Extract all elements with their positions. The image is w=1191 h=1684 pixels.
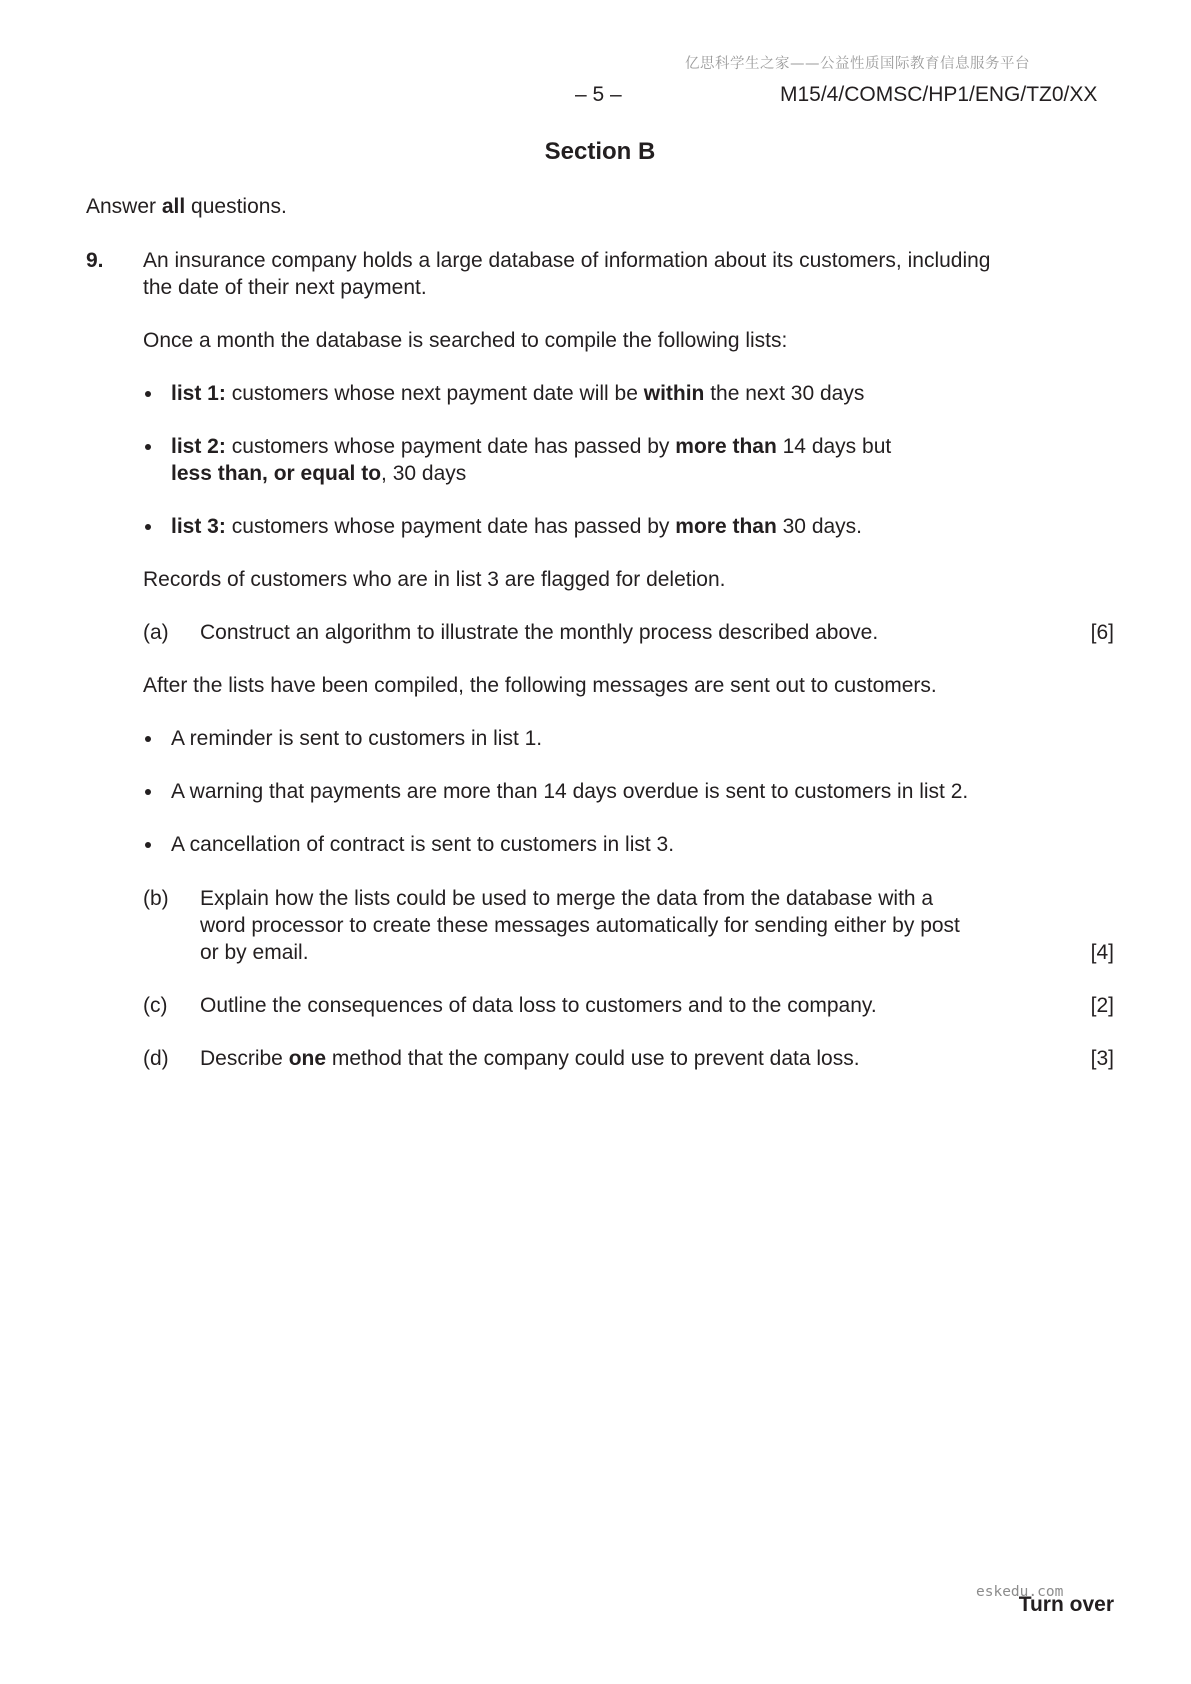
message-item: A warning that payments are more than 14 days overdue is sent to customers in list 2. bbox=[171, 780, 969, 803]
part-a-text: Construct an algorithm to illustrate the monthly process described above. bbox=[200, 621, 879, 644]
part-d-text-b: method that the company could use to prevent data loss. bbox=[326, 1047, 860, 1070]
list3-text-b: 30 days. bbox=[776, 515, 863, 538]
list3-text-a: customers whose payment date has passed by bbox=[225, 515, 676, 538]
list2-item-line2 bbox=[171, 460, 466, 487]
part-d-text-a: Describe bbox=[200, 1047, 289, 1070]
list1-text-a: customers whose next payment date will be bbox=[225, 382, 644, 405]
part-b-line2: word processor to create these messages automatically for sending either by post bbox=[200, 914, 960, 937]
message-item: A cancellation of contract is sent to customers in list 3. bbox=[171, 833, 675, 856]
flag-note: Records of customers who are in list 3 are flagged for deletion. bbox=[143, 568, 726, 591]
list2-bold1: more than bbox=[675, 435, 777, 458]
list1-text-b: the next 30 days bbox=[704, 382, 865, 405]
list1-bold: within bbox=[643, 382, 705, 405]
list1-label: list 1: bbox=[171, 382, 226, 405]
instruction bbox=[86, 193, 287, 220]
bullet-icon bbox=[145, 736, 151, 742]
bullet-icon bbox=[145, 524, 151, 530]
question-intro-line2: the date of their next payment. bbox=[143, 276, 427, 299]
bullet-icon bbox=[145, 391, 151, 397]
bullet-icon bbox=[145, 789, 151, 795]
part-d-bold: one bbox=[288, 1047, 327, 1070]
part-c-label: (c) bbox=[143, 994, 168, 1017]
list2-item-line1 bbox=[171, 433, 891, 460]
instruction-prefix: Answer bbox=[86, 195, 162, 218]
turn-over: Turn over bbox=[1018, 1593, 1114, 1616]
list3-bold: more than bbox=[675, 515, 777, 538]
question-number: 9. bbox=[86, 249, 104, 272]
paper-code: M15/4/COMSC/HP1/ENG/TZ0/XX bbox=[780, 83, 1098, 106]
part-c-text: Outline the consequences of data loss to customers and to the company. bbox=[200, 994, 877, 1017]
bullet-icon bbox=[145, 444, 151, 450]
part-b-line1: Explain how the lists could be used to merge the data from the database with a bbox=[200, 887, 934, 910]
message-item: A reminder is sent to customers in list 1. bbox=[171, 727, 543, 750]
list1-item bbox=[171, 380, 864, 407]
instruction-bold: all bbox=[161, 195, 186, 218]
part-d-marks: [3] bbox=[1090, 1047, 1114, 1070]
part-d-text bbox=[200, 1045, 860, 1072]
part-c-marks: [2] bbox=[1090, 994, 1114, 1017]
part-b-label: (b) bbox=[143, 887, 169, 910]
question-intro-line1: An insurance company holds a large database of information about its customers, including bbox=[143, 249, 991, 272]
list2-text-b: 14 days but bbox=[776, 435, 892, 458]
list3-item bbox=[171, 513, 862, 540]
part-b-line3: or by email. bbox=[200, 941, 309, 964]
list2-text-c: , 30 days bbox=[381, 462, 467, 485]
messages-intro: After the lists have been compiled, the following messages are sent out to customers. bbox=[143, 674, 937, 697]
list2-text-a: customers whose payment date has passed by bbox=[225, 435, 676, 458]
footer-watermark: eskedu.com bbox=[976, 1584, 1064, 1600]
list2-label: list 2: bbox=[171, 435, 226, 458]
part-a-marks: [6] bbox=[1090, 621, 1114, 644]
bullet-icon bbox=[145, 842, 151, 848]
list2-bold2: less than, or equal to bbox=[171, 462, 382, 485]
header-watermark: 亿思科学生之家——公益性质国际教育信息服务平台 bbox=[685, 56, 1030, 72]
part-a-label: (a) bbox=[143, 621, 169, 644]
list3-label: list 3: bbox=[171, 515, 226, 538]
part-d-label: (d) bbox=[143, 1047, 169, 1070]
page-number: – 5 – bbox=[575, 83, 622, 106]
section-title: Section B bbox=[544, 138, 656, 165]
instruction-suffix: questions. bbox=[185, 195, 287, 218]
part-b-marks: [4] bbox=[1090, 941, 1114, 964]
lists-intro: Once a month the database is searched to compile the following lists: bbox=[143, 329, 788, 352]
